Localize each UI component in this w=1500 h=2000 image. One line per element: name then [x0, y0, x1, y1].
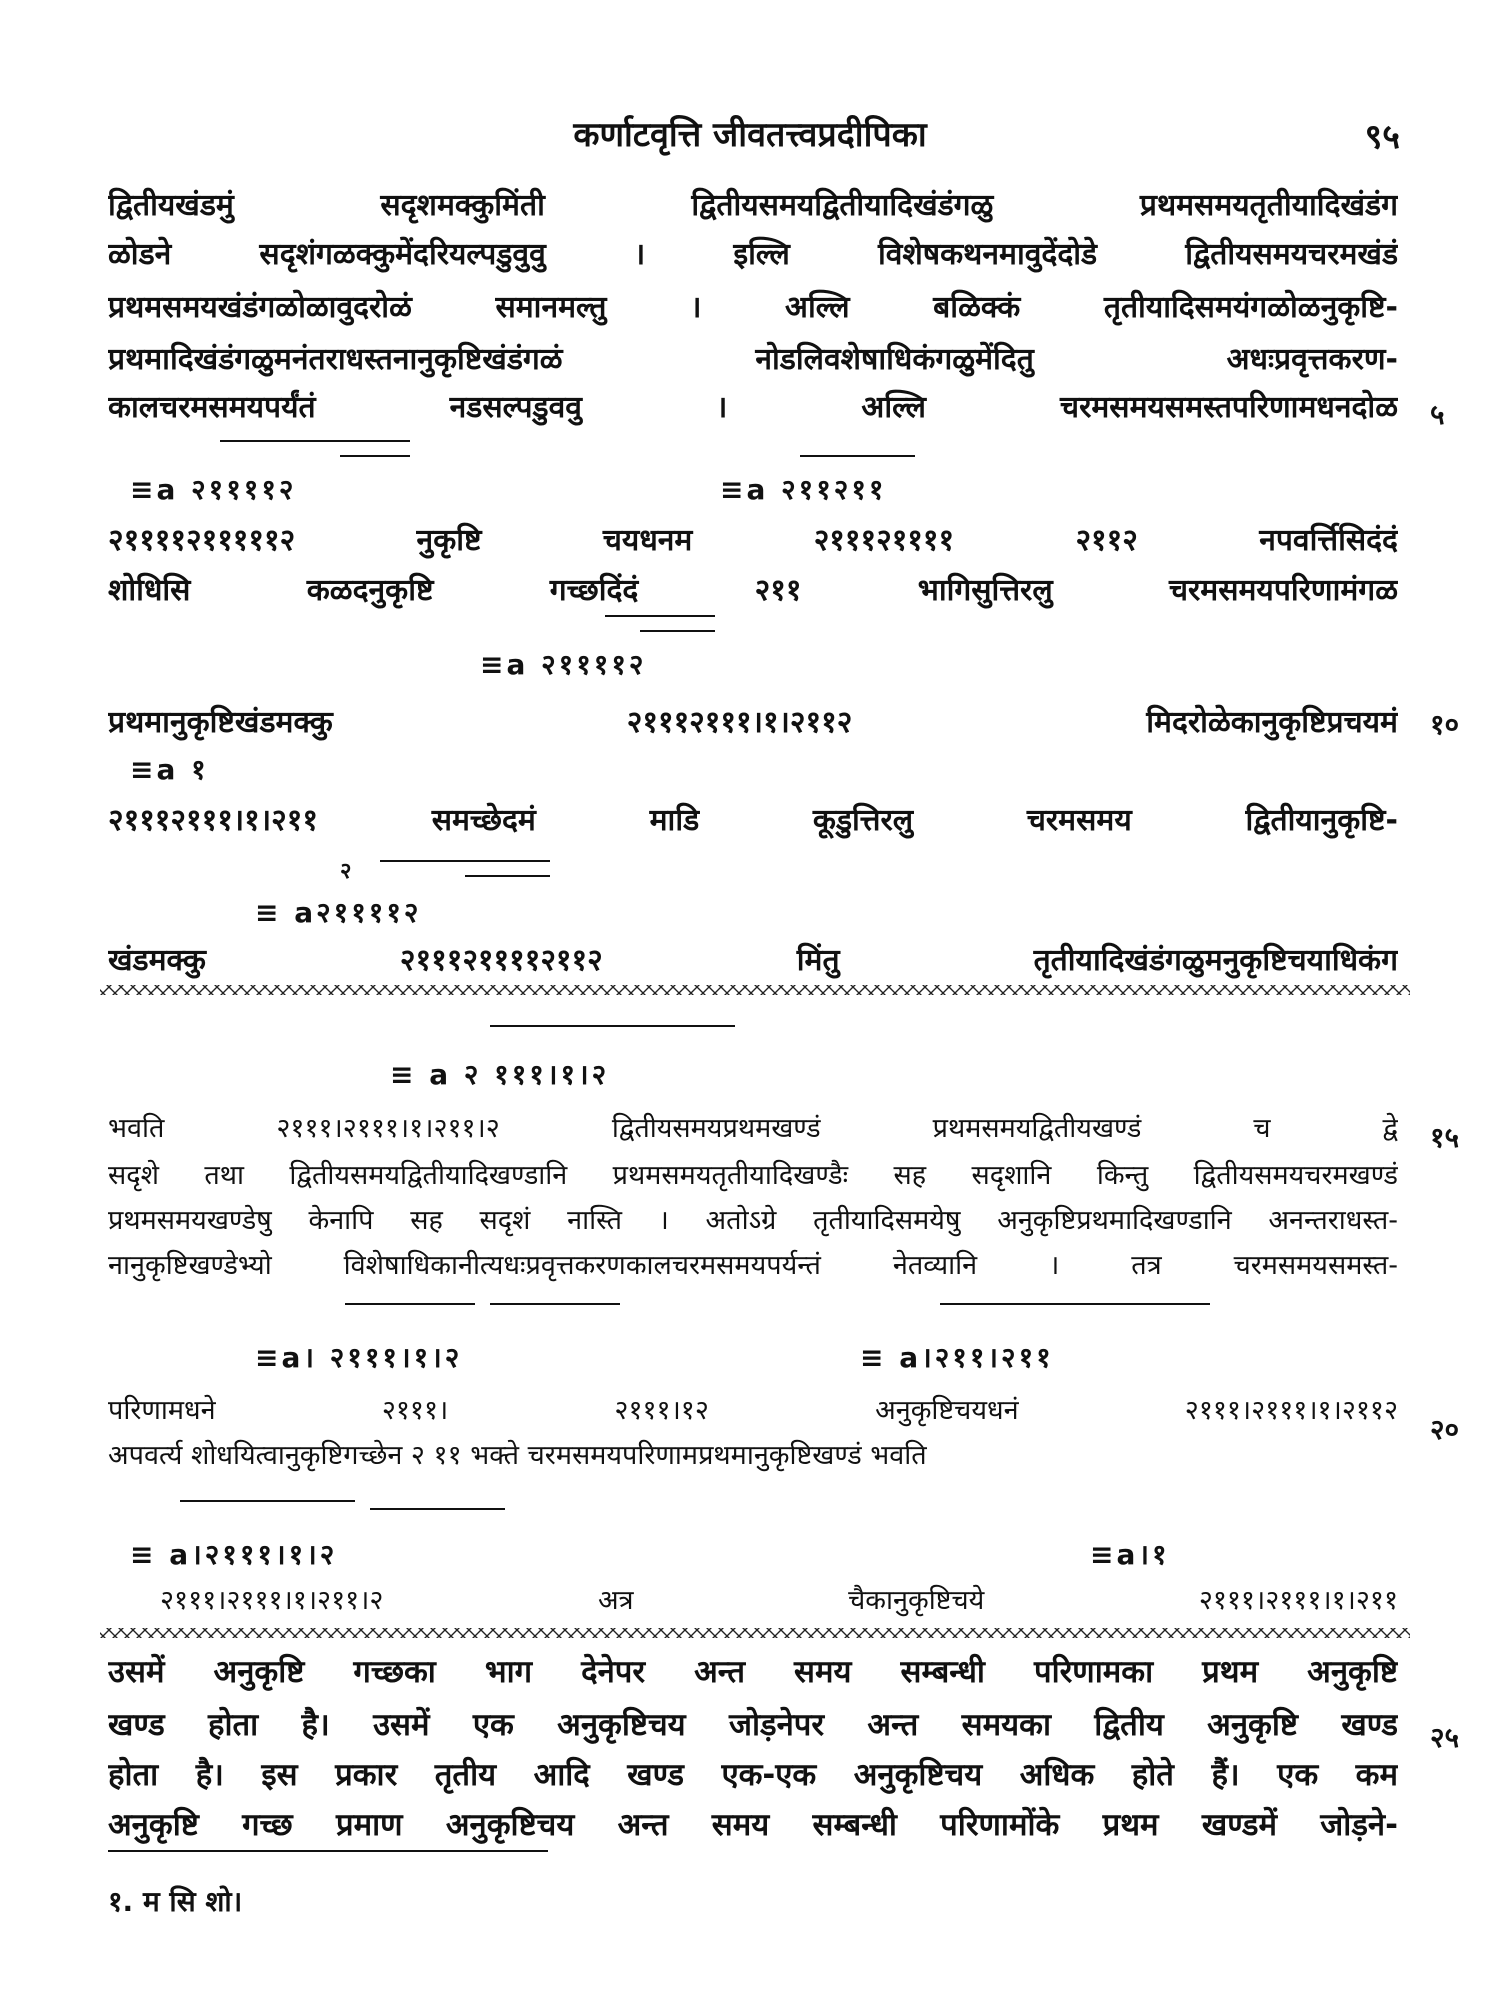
formula-overline	[340, 455, 410, 457]
kannada-line-1: द्वितीयखंडमुं सदृशमक्कुमिंती द्वितीयसमयद्वितीयादिखंडंगळु प्रथमसमयतृतीयादिखंडंग	[108, 188, 1398, 223]
formula-f7: ≡a। २१११।१।२	[255, 1341, 463, 1374]
margin-number-10: १०	[1430, 708, 1460, 741]
section-divider-wavy	[100, 985, 1410, 995]
formula-overline	[180, 1500, 355, 1502]
sanskrit-line-1: भवति २१११।२१११।१।२११।२ द्वितीयसमयप्रथमखण्डं प्रथमसमयद्वितीयखण्डं च द्वे	[108, 1113, 1398, 1144]
kannada-mid-4: २१११२१११।१।२११ समच्छेदमं माडि कूडुत्तिरलु चरमसमय द्वितीयानुकृष्टि-	[108, 803, 1398, 838]
formula-f5: ≡ a२११११२	[255, 896, 422, 929]
kannada-mid-3: प्रथमानुकृष्टिखंडमक्कु २१११२१११।१।२११२ मिदरोळेकानुकृष्टिप्रचयमं	[108, 705, 1398, 740]
hindi-line-2: खण्ड होता है। उसमें एक अनुकृष्टिचय जोड़नेपर अन्त समयका द्वितीय अनुकृष्टि खण्ड	[108, 1707, 1398, 1743]
page-number: ९५	[1364, 117, 1400, 157]
kannada-line-4: प्रथमादिखंडंगळुमनंतराधस्तनानुकृष्टिखंडंगळं नोडलिवशेषाधिकंगळुमेंदितु अधःप्रवृत्तकरण-	[108, 342, 1398, 377]
formula-f1: ≡a २११११२	[130, 473, 297, 506]
formula-f3: ≡a २११११२	[480, 648, 647, 681]
formula-overline	[605, 615, 715, 617]
margin-number-25: २५	[1430, 1721, 1460, 1754]
formula-overline	[490, 1303, 620, 1305]
formula-overline	[345, 1303, 475, 1305]
kannada-line-3: प्रथमसमयखंडंगळोळावुदरोळं समानमल्तु । अल्लि बळिक्कं तृतीयादिसमयंगळोळनुकृष्टि-	[108, 290, 1398, 325]
formula-f2: ≡a २११२११	[720, 473, 887, 506]
margin-number-20: २०	[1430, 1413, 1460, 1446]
sanskrit-line-5: परिणामधने २१११। २१११।१२ अनुकृष्टिचयधनं २१११।२१११।१।२११२	[108, 1395, 1398, 1426]
formula-f8: ≡ a।२११।२११	[860, 1341, 1054, 1374]
kannada-line-5: कालचरमसमयपर्यंतं नडसल्पडुववु । अल्लि चरमसमयसमस्तपरिणामधनदोळ	[108, 390, 1398, 425]
formula-overline	[380, 860, 550, 862]
footnote: १. म सि शो।	[108, 1885, 243, 1918]
formula-overline	[465, 875, 550, 877]
formula-overline	[370, 1508, 505, 1510]
formula-f9: ≡ a।२१११।१।२	[130, 1538, 338, 1571]
margin-number-5: ५	[1430, 398, 1445, 431]
sanskrit-line-7: २१११।२१११।१।२११।२ अत्र चैकानुकृष्टिचये २१११।२१११।१।२११	[160, 1585, 1398, 1616]
kannada-mid-1: २११११२१११११२ नुकृष्टि चयधनम २१११२११११ २११२ नपवर्त्तिसिदंदं	[108, 523, 1398, 558]
formula-f4: ≡a १	[130, 753, 209, 786]
kannada-mid-5: खंडमक्कु २१११२११११२११२ मिंतु तृतीयादिखंडंगळुमनुकृष्टिचयाधिकंग	[108, 943, 1398, 978]
margin-number-15: १५	[1430, 1121, 1460, 1154]
kannada-mid-2: शोधिसि कळदनुकृष्टि गच्छदिंदं २११ भागिसुत्तिरलु चरमसमयपरिणामंगळ	[108, 573, 1398, 608]
formula-overline	[490, 1025, 735, 1027]
formula-overline	[220, 440, 410, 442]
formula-overline	[940, 1303, 1210, 1305]
kannada-line-2: ळोडने सदृशंगळक्कुमेंदरियल्पडुवुवु । इल्लि विशेषकथनमावुदेंदोडे द्वितीयसमयचरमखंडं	[108, 237, 1398, 272]
sanskrit-line-6: अपवर्त्य शोधयित्वानुकृष्टिगच्छेन २ ११ भक्ते चरमसमयपरिणामप्रथमानुकृष्टिखण्डं भवति	[108, 1440, 927, 1471]
section-divider-wavy	[100, 1628, 1410, 1638]
formula-f6: ≡ a २ १११।१।२	[390, 1058, 610, 1091]
formula-overline	[640, 630, 715, 632]
formula-overline	[800, 455, 915, 457]
formula-f5a: २	[340, 859, 355, 884]
hindi-line-4: अनुकृष्टि गच्छ प्रमाण अनुकृष्टिचय अन्त समय सम्बन्धी परिणामोंके प्रथम खण्डमें जोड़ने-	[108, 1807, 1398, 1843]
running-header: कर्णाटवृत्ति जीवतत्त्वप्रदीपिका	[573, 115, 927, 155]
hindi-line-1: उसमें अनुकृष्टि गच्छका भाग देनेपर अन्त समय सम्बन्धी परिणामका प्रथम अनुकृष्टि	[108, 1654, 1398, 1690]
sanskrit-line-3: प्रथमसमयखण्डेषु केनापि सह सदृशं नास्ति । अतोऽग्रे तृतीयादिसमयेषु अनुकृष्टिप्रथमादिखण्डानि अनन्तराधस्त-	[108, 1205, 1398, 1236]
footnote-rule	[108, 1850, 548, 1852]
hindi-line-3: होता है। इस प्रकार तृतीय आदि खण्ड एक-एक अनुकृष्टिचय अधिक होते हैं। एक कम	[108, 1757, 1398, 1793]
sanskrit-line-4: नानुकृष्टिखण्डेभ्यो विशेषाधिकानीत्यधःप्रवृत्तकरणकालचरमसमयपर्यन्तं नेतव्यानि । तत्र चरमसमयसमस्त-	[108, 1250, 1398, 1281]
sanskrit-line-2: सदृशे तथा द्वितीयसमयद्वितीयादिखण्डानि प्रथमसमयतृतीयादिखण्डैः सह सदृशानि किन्तु द्वितीयसमयचरमखण्डं	[108, 1160, 1398, 1191]
formula-f10: ≡a।१	[1090, 1538, 1170, 1571]
